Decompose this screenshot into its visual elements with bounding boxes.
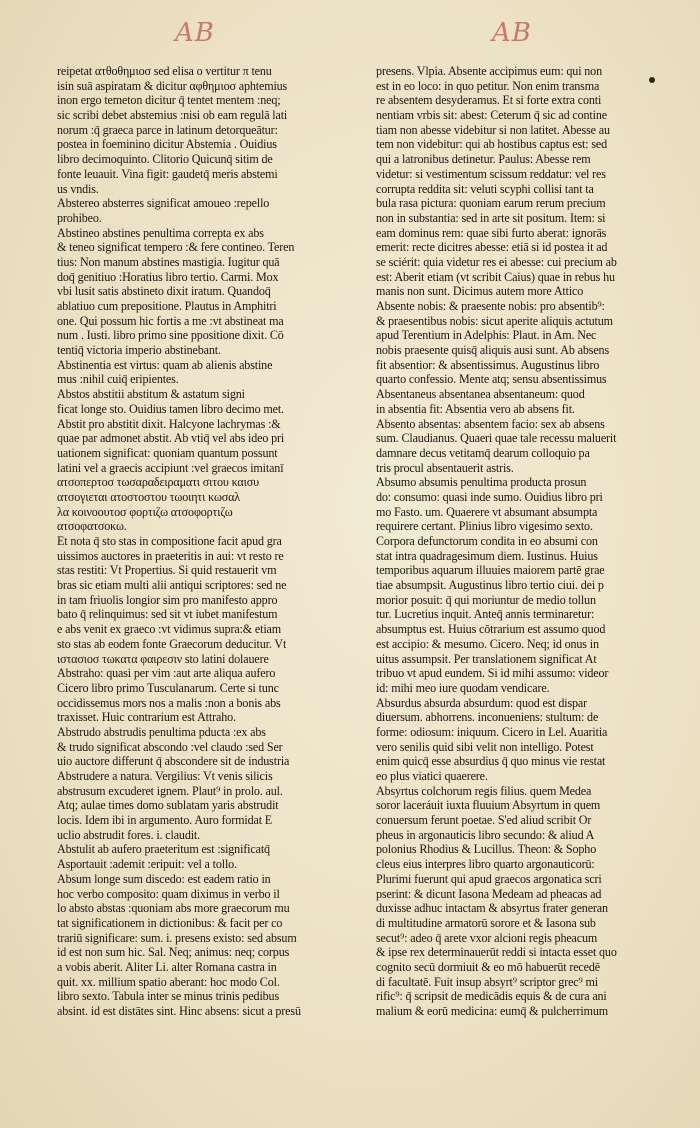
text-line: Absente nobis: & praesente nobis: pro absentib⁹:: [376, 299, 605, 313]
text-line: tat significationem in dictionibus: & facit per co: [57, 915, 283, 930]
text-line: inon ergo temeton dicitur q̄ tentet mentem :neq;: [57, 93, 281, 108]
text-line: Corpora defunctorum condita in eo absumi con: [376, 534, 598, 548]
text-line: & trudo significat abscondo :vel claudo :sed Ser: [57, 739, 283, 754]
text-line: vbi lusit satis abstineto dixit iratum. Quandoq̄: [57, 284, 271, 299]
text-line: Abstereo absterres significat amoueo :repello: [57, 196, 270, 211]
text-line: Abstrudo abstrudis penultima pducta :ex abs: [57, 724, 266, 739]
text-line: prohibeo.: [57, 210, 102, 225]
text-line: se sciérit: quia videtur res ei abesse: cui precium ab: [376, 254, 617, 269]
text-line: presens. Vlpia. Absente accipimus eum: qui non: [376, 64, 602, 78]
text-line: nobis praesente quisq̄ aliquis ausi sunt. Ab absens: [376, 343, 610, 358]
text-line: eam dominus rem: quae sibi furto aberat: ignorās: [376, 225, 607, 240]
text-line: uclio abstrudit fores. i. claudit.: [57, 827, 201, 842]
text-line: ατσογιεται ατοστοστου τωοιητι κωσαλ: [57, 489, 241, 504]
text-line: Abstinentia est virtus: quam ab alienis abstine: [57, 357, 273, 372]
text-line: uitus assumpsit. Per translationem significat At: [376, 651, 597, 666]
text-line: secut⁹: adeo q̄ arete vxor alcioni regis pheacum: [376, 930, 598, 945]
text-line: num . Iusti. libro primo sine ppositione dixit. Cō: [57, 328, 284, 343]
text-line: tem non videbitur: qui ab hostibus captus est: sed: [376, 137, 607, 152]
text-line: bula rasa pictura: quoniam earum rerum precium: [376, 196, 606, 211]
text-line: corrupta reddita sit: veluti scyphi collisi tant ta: [376, 181, 594, 196]
text-line: & ipse rex determinauerūt reddi si intacta esset quo: [376, 945, 617, 960]
text-line: norum :q̄ graeca parce in latinum detorqueātur:: [57, 122, 278, 137]
text-line: cleus eius interpres libro quarto argonauticorū:: [376, 857, 595, 872]
text-line: tur. Lucretius inquit. Anteq̄ annis terminaretur:: [376, 607, 595, 622]
text-line: Absumo absumis penultima producta prosun: [376, 475, 587, 490]
text-line: hoc verbo composito: quam diximus in verbo il: [57, 886, 280, 901]
text-line: locis. Idem ibi in argumento. Auro formidat E: [57, 813, 273, 828]
text-line: Asportauit :ademit :eripuit: vel a tollo.: [57, 857, 237, 872]
text-line: Cicero libro primo Tusculanarum. Certe si tunc: [57, 680, 279, 695]
text-line: postea in foeminino dicitur Abstemia . Ouidius: [57, 137, 277, 152]
text-line: bato q̄ relinquimus: sed sit vt iubet manifestum: [57, 607, 278, 622]
text-line: est in eo loco: in quo petitur. Non enim transma: [376, 78, 600, 93]
text-line: pheus in argonauticis libro secundo: & aliud A: [376, 827, 595, 842]
text-line: Abstraho: quasi per vim :aut arte aliqua aufero: [57, 666, 276, 681]
text-line: sic scribi debet abstemius :nisi ob eam regulā lati: [57, 108, 288, 123]
text-line: latini vel a graecis accipiunt :vel graecos imitanī: [57, 460, 284, 475]
text-line: di facultatē. Fuit insup absyrt⁹ scriptor grec⁹ mi: [376, 974, 598, 989]
text-line: Et nota q̄ sto stas in compositione facit apud gra: [57, 534, 282, 548]
text-line: temporibus aquarum illuuies maiorem partē grae: [376, 563, 605, 578]
text-line: Abstineo abstines penultima correpta ex abs: [57, 225, 264, 240]
text-line: mus :nihil cuiq̄ eripientes.: [57, 372, 179, 387]
text-line: cognito secū dormiuit & eo mō habuerūt recedē: [376, 959, 600, 974]
text-line: lo absto abstas :quoniam abs more graecorum mu: [57, 901, 290, 916]
text-line: ιστασιοσ τωκατα φαιρεσιν sto latini dolauere: [57, 651, 269, 666]
text-line: & teneo significat tempero :& fere contineo. Teren: [57, 240, 295, 255]
text-line: est: Aberit etiam (vt scribit Caius) quae in rebus hu: [376, 269, 615, 284]
text-line: qui a latronibus detinetur. Paulus: Abesse rem: [376, 152, 591, 167]
text-line: ficat longe sto. Ouidius tamen libro decimo met.: [57, 401, 284, 416]
text-line: tiae absumpsit. Augustinus libro tertio ciui. dei p: [376, 578, 604, 593]
text-line: absint. id est distātes sint. Hinc absens: sicut a presū: [57, 1004, 301, 1018]
text-line: e abs venit ex graeco :vt vidimus supra:& etiam: [57, 622, 282, 637]
text-line: uationem significat: quoniam quantum possunt: [57, 445, 278, 460]
text-line: di multitudine armatorū sorore et & Iasona sub: [376, 915, 596, 930]
text-line: libro decimoquinto. Clitorio Quicunq̄ sitim de: [57, 152, 273, 167]
text-line: apud Terentium in Adelphis: Plaut. in Am. Nec: [376, 328, 597, 343]
text-line: sum. Claudianus. Quaeri quae tale recessu maluerit: [376, 431, 617, 446]
text-line: stas restiti: Vt Propertius. Si quid restauerit vm: [57, 563, 277, 578]
text-line: tris procul absentauerit astris.: [376, 460, 514, 475]
text-line: ατσοφατσοκω.: [57, 519, 127, 534]
text-line: soror laceráuit iuxta fluuium Absyrtum in quem: [376, 798, 601, 813]
text-line: quarto confessio. Mente atq; sensu absentissimus: [376, 372, 607, 387]
text-line: ατσοπερτοσ τωσαραδειραματι σιτου καισυ: [57, 475, 259, 490]
text-line: forme: odiosum: iniquum. Cicero in Lel. Auaritia: [376, 724, 608, 739]
text-line: malium & eorū medicina: eumq̄ & pulcherrimum: [376, 1004, 609, 1018]
text-line: reipetat ατθοθημιοσ sed elisa o vertitur π tenu: [57, 64, 272, 78]
text-line: doq̄ genitiuo :Horatius libro tertio. Carmi. Mox: [57, 269, 279, 284]
text-line: trariū significare: sum. i. presens existo: sed absum: [57, 930, 297, 945]
text-line: emerit: recte dicitres abesse: etiā si id postea it ad: [376, 240, 608, 255]
text-line: do: consumo: quasi inde sumo. Ouidius libro pri: [376, 489, 603, 504]
text-line: quae par admonet abstit. Ab vtiq̄ vel abs ideo pri: [57, 431, 285, 446]
text-line: eo plus viatici quaerere.: [376, 769, 488, 783]
text-line: Absum longe sum discedo: est eadem ratio in: [57, 871, 271, 886]
text-line: morior posuit: q̄ qui moriuntur de medio tollun: [376, 592, 596, 607]
text-line: damnare decus vetitamq̄ dearum colloquio pa: [376, 445, 590, 460]
text-line: enim quicq̄ esse absurdius q̄ quo minus vie restat: [376, 754, 606, 769]
text-line: Abstit pro abstitit dixit. Halcyone lachrymas :&: [57, 416, 281, 431]
text-line: tius: Non manum abstines mastigia. Iugitur quā: [57, 254, 280, 269]
text-line: & praesentibus nobis: sicut aperite aliquis actutum: [376, 313, 613, 328]
running-head-right: AB: [492, 18, 532, 48]
text-line: id: mihi meo iure quodam vendicare.: [376, 680, 550, 695]
text-line: Absyrtus colchorum regis filius. quem Medea: [376, 783, 592, 798]
text-line: fonte leuauit. Vina figit: gaudetq̄ meris abstemi: [57, 166, 278, 181]
text-line: traxisset. Huic contrarium est Attraho.: [57, 710, 236, 725]
text-line: requirere certant. Plinius libro vigesimo sexto.: [376, 519, 593, 534]
text-line: videtur: si vestimentum scissum reddatur: vel res: [376, 166, 606, 181]
text-line: Abstrudere a natura. Vergilius: Vt venis silicis: [57, 769, 273, 783]
text-line: Abstos abstitii abstitum & astatum signi: [57, 387, 245, 402]
text-line: re absentem desyderamus. Et si forte extra conti: [376, 93, 602, 108]
text-line: a vobis aberit. Aliter Li. alter Romana castra in: [57, 959, 277, 974]
text-line: Absento absentas: absentem facio: sex ab absens: [376, 416, 605, 431]
text-line: Abstulit ab aufero praeteritum est :significatq̄: [57, 842, 270, 857]
left-text-column: [57, 64, 353, 1104]
text-line: quit. xx. millium spatio aberant: hoc modo Col.: [57, 974, 280, 989]
text-line: rific⁹: q̄ scripsit de medicādis equis & de cura ani: [376, 989, 607, 1004]
text-line: diuersum. abhorrens. inconueniens: stultum: de: [376, 710, 599, 725]
text-line: Absentaneus absentanea absentaneum: quod: [376, 387, 585, 402]
text-line: in absentia fit: Absentia vero ab absens fit.: [376, 401, 575, 416]
text-line: absumptus est. Huius cōtrarium est assumo quod: [376, 622, 606, 637]
text-line: libro sexto. Tabula inter se minus trinis pedibus: [57, 989, 280, 1004]
text-line: isin suā aspiratam & dicitur αφθημιοσ aphtemius: [57, 78, 288, 93]
text-line: sto stas ab eodem fonte Graecorum deducitur. Vt: [57, 636, 287, 651]
text-line: tentiq̄ victoria imperio abstinebant.: [57, 343, 221, 358]
text-line: ablatiuo cum prepositione. Plautus in Amphitri: [57, 299, 277, 313]
text-line: conuersum ferunt poetae. S'ed aliud scribit Or: [376, 813, 592, 828]
text-line: id est non sum hic. Sal. Neq; animus: neq; corpus: [57, 945, 290, 960]
text-line: λα κοινοουτοσ φορτιζω ατσοφορτιζω: [57, 504, 233, 519]
text-line: fit absentior: & absentissimus. Augustinus libro: [376, 357, 600, 372]
text-line: polonius Rhodius & Lucillus. Theon: & Sopho: [376, 842, 597, 857]
text-line: mo Fasto. um. Quaerere vt absumant absumpta: [376, 504, 598, 519]
text-line: vero senilis quid sibi velit non intelligo. Potest: [376, 739, 594, 754]
text-line: tiam non abesse videbitur si non latitet. Abesse au: [376, 122, 610, 137]
text-line: uio auctore differunt q̄ abscondere sit de industria: [57, 754, 290, 769]
text-line: Plurimi fuerunt qui apud graecos argonatica scri: [376, 871, 602, 886]
text-line: one. Qui possum hic fortis a me :vt abstineat ma: [57, 313, 284, 328]
text-line: occidissemus mors nos a malis :non a bonis abs: [57, 695, 281, 710]
text-line: non in substantia: sed in arte sit positum. Item: si: [376, 210, 606, 225]
running-head-left: AB: [175, 18, 215, 48]
text-line: bras sic etiam multi alii antiqui scriptores: sed ne: [57, 578, 287, 593]
text-line: uissimos auctores in praeteritis in aui: vt resto re: [57, 548, 284, 563]
text-line: tribuo vt apud eundem. Si id mihi assumo: videor: [376, 666, 609, 681]
text-line: Absurdus absurda absurdum: quod est dispar: [376, 695, 588, 710]
text-line: manis non sunt. Dicimus autem more Attico: [376, 284, 584, 299]
right-text-column: [376, 64, 672, 1104]
text-line: stat intra quadragesimum diem. Iustinus. Huius: [376, 548, 598, 563]
text-line: nentiam vrbis sit: abest: Ceterum q̄ sic ad contine: [376, 108, 607, 123]
text-line: abstrusum excuderet ignem. Plaut⁹ in prolo. aul.: [57, 783, 283, 798]
text-line: duxisse adhuc intactam & absyrtus frater generan: [376, 901, 608, 916]
text-line: Atq; aulae times domo sublatam yaris abstrudit: [57, 798, 279, 813]
text-line: us vndis.: [57, 181, 99, 196]
text-line: in tam friuolis longior sim pro manifesto appro: [57, 592, 278, 607]
text-line: pserint: & dicunt Iasona Medeam ad pheacas ad: [376, 886, 602, 901]
text-line: est accipio: & mesumo. Cicero. Neq; id onus in: [376, 636, 599, 651]
